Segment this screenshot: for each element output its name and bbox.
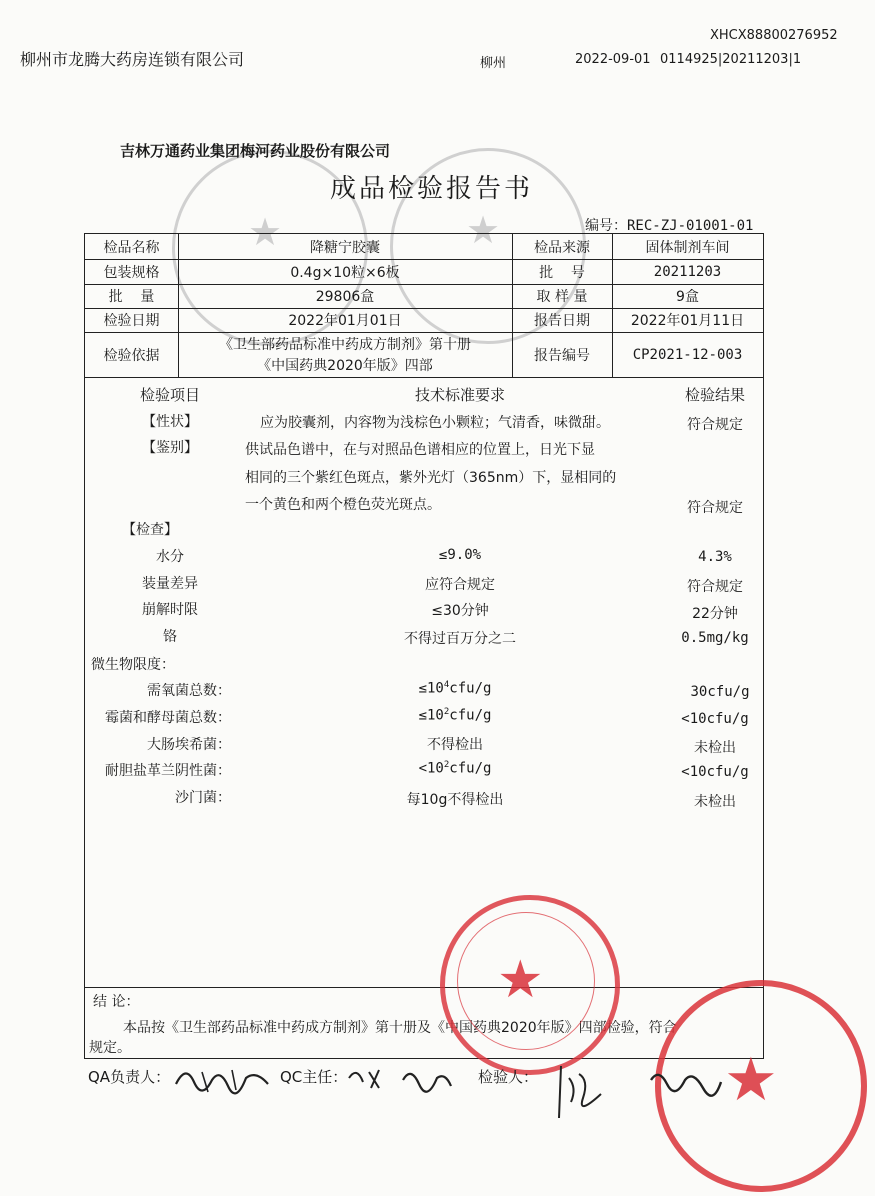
batch-no: 20211203 — [653, 263, 722, 280]
report-number: 编号：REC-ZJ-01001-01 — [585, 218, 754, 234]
batch-reference: 0114925|20211203|1 — [660, 52, 802, 67]
basis-line-2: 《中国药典2020年版》四部 — [257, 358, 433, 374]
manufacturer: 吉林万通药业集团梅河药业股份有限公司 — [120, 142, 391, 160]
pharmacy-name: 柳州市龙腾大药房连锁有限公司 — [20, 50, 245, 69]
identification-line-3: 一个黄色和两个橙色荧光斑点。 — [245, 497, 441, 513]
source: 固体制剂车间 — [645, 239, 730, 256]
character-standard: 应为胶囊剂，内容物为浅棕色小颗粒；气清香，味微甜。 — [260, 415, 610, 431]
check-result: 22分钟 — [692, 606, 738, 622]
check-standard: 不得过百万分之二 — [404, 631, 516, 647]
microbe-standard: $\le 10^4cfu/g$ — [418, 680, 492, 697]
col-standard: 技术标准要求 — [414, 386, 506, 404]
city: 柳州 — [480, 56, 507, 71]
conclusion-line-2: 规定。 — [89, 1040, 131, 1056]
microbe-item: 需氧菌总数： — [147, 683, 231, 699]
report-no-label: 报告编号 — [534, 347, 590, 364]
check-label: 【检查】 — [122, 522, 178, 538]
col-result: 检验结果 — [684, 386, 746, 404]
identification-line-2: 相同的三个紫红色斑点，紫外光灯（365nm）下，显相同的 — [245, 470, 617, 486]
check-item: 铬 — [163, 629, 177, 645]
col-item: 检验项目 — [139, 386, 201, 404]
report-date-label: 报告日期 — [534, 313, 590, 329]
divider — [85, 377, 763, 378]
product-name: 降糖宁胶囊 — [310, 239, 380, 256]
quantity-label: 批 量 — [108, 289, 155, 305]
microbe-result: 未检出 — [694, 794, 736, 810]
conclusion-label: 结 论： — [93, 994, 140, 1010]
microbe-standard: 不得检出 — [427, 737, 483, 753]
microbe-label: 微生物限度： — [91, 657, 175, 673]
microbe-result: <10cfu/g — [681, 711, 749, 727]
inspector-label: 检验人： — [478, 1068, 539, 1086]
microbe-standard: $\le 10^2cfu/g$ — [418, 707, 492, 724]
batch-no-label: 批 号 — [539, 264, 585, 281]
microbe-result: 30cfu/g — [690, 684, 750, 700]
faint-star-icon: ★ — [248, 210, 283, 254]
character-label: 【性状】 — [142, 414, 198, 430]
check-standard: 应符合规定 — [425, 577, 495, 593]
divider — [85, 987, 763, 988]
basis-label: 检验依据 — [103, 347, 160, 364]
conclusion-line-1: 本品按《卫生部药品标准中药成方制剂》第十册及《中国药典2020年版》四部检验，符合 — [123, 1020, 677, 1036]
source-label: 检品来源 — [534, 239, 590, 256]
microbe-standard: 每10g不得检出 — [406, 792, 504, 808]
report-table — [84, 233, 764, 1059]
qc-label: QC主任： — [280, 1068, 348, 1086]
product-name-label: 检品名称 — [103, 239, 160, 256]
microbe-item: 大肠埃希菌： — [147, 737, 231, 753]
identification-label: 【鉴别】 — [142, 440, 198, 456]
report-no: CP2021-12-003 — [632, 346, 743, 363]
identification-line-1: 供试品色谱中，在与对照品色谱相应的位置上，日光下显 — [245, 442, 595, 458]
faint-star-icon: ★ — [466, 208, 501, 252]
character-result: 符合规定 — [687, 417, 743, 433]
report-date: 2022年01月11日 — [630, 313, 745, 329]
microbe-standard: $<10^2cfu/g$ — [418, 760, 492, 777]
qc-signature — [345, 1058, 455, 1098]
report-title: 成品检验报告书 — [330, 174, 534, 204]
microbe-item: 耐胆盐革兰阴性菌： — [105, 763, 231, 779]
check-result: 0.5mg/kg — [681, 630, 749, 646]
basis-line-1: 《卫生部药品标准中药成方制剂》第十册 — [219, 337, 471, 353]
quantity: 29806盒 — [315, 289, 375, 305]
seal-star-icon: ★ — [497, 950, 544, 1010]
print-date: 2022-09-01 — [575, 52, 651, 67]
inspect-date: 2022年01月01日 — [288, 313, 402, 329]
check-result: 4.3% — [698, 549, 732, 565]
check-result: 符合规定 — [687, 579, 743, 595]
check-item: 装量差异 — [142, 576, 198, 592]
microbe-item: 霉菌和酵母菌总数： — [105, 710, 231, 726]
check-item: 水分 — [156, 549, 184, 565]
check-standard: ≤9.0% — [438, 547, 482, 563]
sample-label: 取 样 量 — [536, 289, 588, 305]
pack-spec: 0.4g×10粒×6板 — [290, 264, 400, 281]
document-code: XHCX88800276952 — [710, 28, 838, 43]
check-item: 崩解时限 — [142, 602, 198, 618]
microbe-result: <10cfu/g — [681, 764, 749, 780]
qa-signature — [172, 1058, 272, 1100]
microbe-result: 未检出 — [694, 740, 736, 756]
inspect-date-label: 检验日期 — [103, 313, 160, 329]
pack-label: 包装规格 — [103, 264, 160, 281]
identification-result: 符合规定 — [687, 500, 743, 516]
qa-label: QA负责人： — [88, 1068, 171, 1086]
microbe-item: 沙门菌： — [175, 790, 231, 806]
check-standard: ≤30分钟 — [431, 603, 489, 619]
sample-amount: 9盒 — [676, 289, 699, 305]
seal-star-icon: ★ — [724, 1045, 778, 1115]
inspector-signature — [555, 1058, 725, 1128]
